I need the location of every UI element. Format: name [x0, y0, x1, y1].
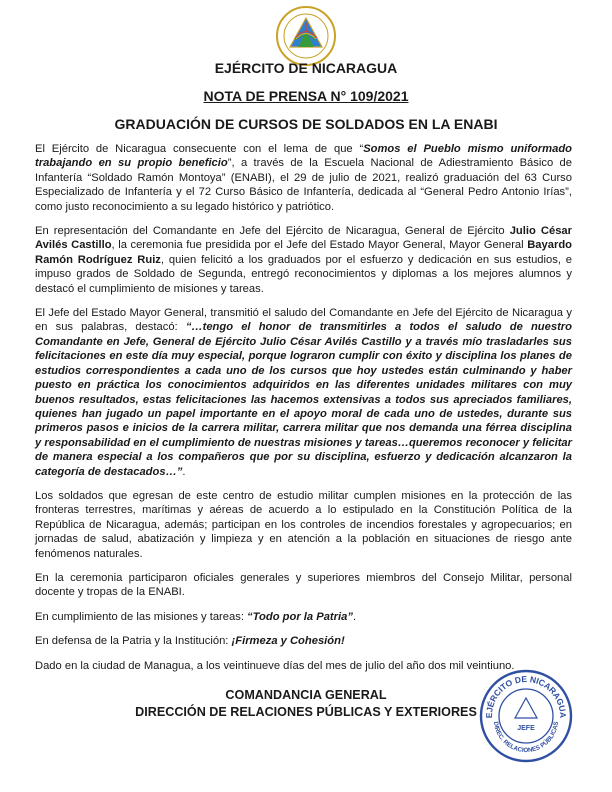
- organization-title: EJÉRCITO DE NICARAGUA: [214, 60, 398, 76]
- commander-name: Julio César Avilés Castillo: [35, 225, 572, 252]
- paragraph-6: En cumplimiento de las misiones y tareas: “Todo por la Patria”.: [35, 610, 357, 623]
- press-release-body: [35, 142, 572, 683]
- paragraph-7: En defensa de la Patria y la Institución: ¡Firmeza y Cohesión!: [35, 635, 345, 648]
- signature-line-1: COMANDANCIA GENERAL: [225, 688, 387, 702]
- quote: “…tengo el honor de transmitirles a todos el saludo de nuestro Comandante en Jefe, General de Ejército Julio César Avilés Castillo y a través mío trasladarles sus felicitaciones en este día muy especial, porque lograron cumplir con éxito y disciplina los planes de estudios correspondientes a cada uno de los cursos que hoy ustedes están culminando y haber puesto en práctica los conocimientos adquiridos en las diferentes unidades militares con muy buenos resultados, estas felicitaciones las hacemos extensivas a todos sus apreciados familiares, quienes han jugado un papel importante en el apoyo moral de cada uno de ustedes, durante sus primeros pasos e inicios de la carrera militar, carrera militar que nos demanda una férrea disciplina y responsabilidad en el cumplimiento de nuestras misiones y tareas…queremos reconocer y felicitar de manera especial a los compañeros que por su disciplina, esfuerzo y dedicación alcanzaron la categoría de destacados…”: [35, 321, 572, 478]
- paragraph-8: Dado en la ciudad de Managua, a los veintinueve días del mes de julio del año dos mil veintiuno.: [35, 659, 515, 672]
- motto-2: ¡Firmeza y Cohesión!: [231, 635, 345, 648]
- seal-center-text: JEFE: [517, 725, 535, 732]
- signature-line-2: DIRECCIÓN DE RELACIONES PÚBLICAS Y EXTERIORES: [135, 705, 477, 719]
- nicaragua-coat-of-arms-icon: [270, 5, 342, 67]
- headline: GRADUACIÓN DE CURSOS DE SOLDADOS EN LA ENABI: [114, 116, 498, 132]
- paragraph-5: En la ceremonia participaron oficiales generales y superiores miembros del Consejo Militar, personal docente y tropas de la ENABI.: [35, 571, 572, 599]
- paragraph-2: En representación del Comandante en Jefe del Ejército de Nicaragua, General de Ejército Julio César Avilés Castillo, la ceremonia fue presidida por el Jefe del Estado Mayor General, Mayor General Bayardo Ramón Rodríguez Ruiz, quien felicitó a los graduados por el esfuerzo y dedicación en sus estudios, e impuso grados de Soldado de Segunda, entregó reconocimientos y diplomas a los mejores alumnos y destacó el cumplimiento de misiones y tareas.: [35, 225, 572, 295]
- paragraph-1: El Ejército de Nicaragua consecuente con el lema de que “Somos el Pueblo mismo uniformado trabajando en su propio beneficio”, a través de la Escuela Nacional de Adiestramiento Básico de Infantería “Soldado Ramón Montoya” (ENABI), el 29 de julio de 2021, realizó graduación del 63 Curso Especializado de Infantería y el 72 Curso Básico de Infantería, dedicada al “General Pedro Antonio Irías”, como justo reconocimiento a su legado histórico y patriótico.: [35, 143, 573, 213]
- seal-bottom-text: DIREC. RELACIONES PÚBLICAS: [491, 721, 561, 755]
- chief-of-staff-name: Bayardo Ramón Rodríguez Ruiz: [35, 239, 572, 266]
- seal-top-text: EJÉRCITO DE NICARAGUA: [483, 673, 569, 719]
- press-release-number: NOTA DE PRENSA N° 109/2021: [203, 88, 409, 104]
- motto-1: “Todo por la Patria”: [247, 610, 353, 623]
- slogan: Somos el Pueblo mismo uniformado trabajando en su propio beneficio: [35, 143, 572, 170]
- paragraph-3: El Jefe del Estado Mayor General, transmitió el saludo del Comandante en Jefe del Ejército de Nicaragua y en sus palabras, destacó: “…tengo el honor de transmitirles a todos el saludo de nuestro Comandante en Jefe, General de Ejército Julio César Avilés Castillo y a través mío trasladarles sus felicitaciones en este día muy especial, porque lograron cumplir con éxito y disciplina los planes de estudios correspondientes a cada uno de los cursos que hoy ustedes están culminando y haber puesto en práctica los conocimientos adquiridos en las diferentes unidades militares con muy buenos resultados, estas felicitaciones las hacemos extensivas a todos sus apreciados familiares, quienes han jugado un papel importante en el apoyo moral de cada uno de ustedes, durante sus primeros pasos e inicios de la carrera militar, carrera militar que nos demanda una férrea disciplina y responsabilidad en el cumplimiento de nuestras misiones y tareas…queremos reconocer y felicitar de manera especial a los compañeros que por su disciplina, esfuerzo y dedicación alcanzaron la categoría de destacados…”.: [35, 307, 572, 478]
- official-stamp-icon: [478, 668, 574, 764]
- paragraph-4: Los soldados que egresan de este centro de estudio militar cumplen misiones en la protección de las fronteras terrestres, marítimas y aéreas de acuerdo a lo estipulado en la Constitución Política de la República de Nicaragua, además; participan en los controles de incendios forestales y agropecuarios; en jornadas de salud, abatización y limpieza y en atención a la población en situaciones de riesgo ante fenómenos naturales.: [35, 489, 572, 560]
